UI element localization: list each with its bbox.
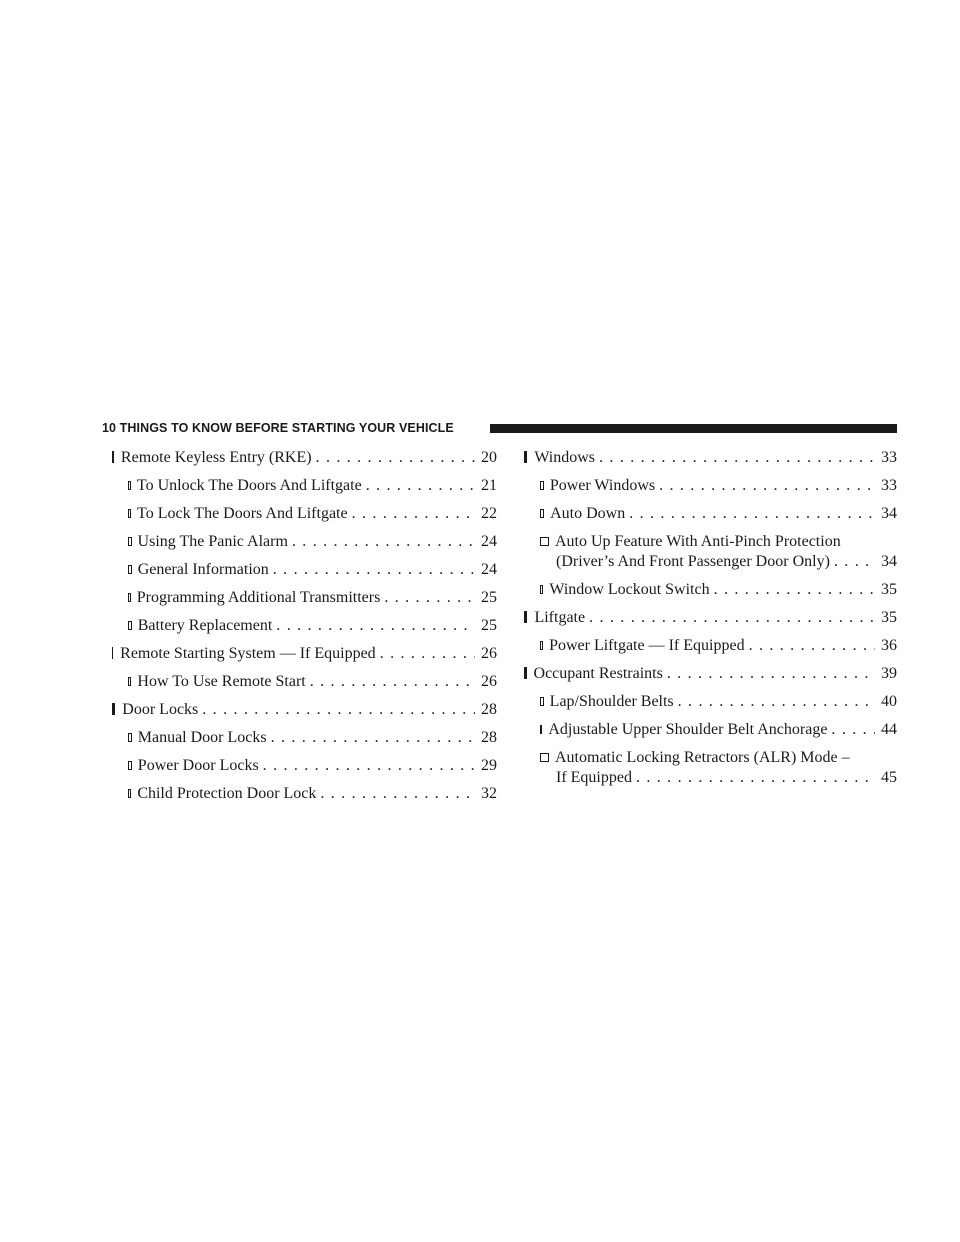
toc-page-number: 35	[881, 581, 897, 598]
toc-entry-label-continued: (Driver’s And Front Passenger Door Only)	[556, 553, 830, 570]
filled-square-bullet-icon	[524, 667, 527, 679]
hollow-square-bullet-icon	[128, 761, 132, 770]
toc-entry-label: Auto Down	[550, 505, 626, 522]
toc-entry-label: Remote Starting System — If Equipped	[120, 645, 376, 662]
toc-subsection-entry[interactable]	[524, 476, 897, 496]
toc-page-number: 28	[481, 729, 497, 746]
toc-leader-dots	[827, 720, 875, 740]
toc-subsection-entry[interactable]	[112, 504, 497, 524]
toc-entry-line	[128, 532, 497, 552]
toc-page-number: 25	[481, 589, 497, 606]
toc-entry-line	[112, 700, 497, 720]
toc-page-number: 26	[481, 645, 497, 662]
toc-entry-line	[128, 728, 497, 748]
toc-entry-label: Window Lockout Switch	[549, 581, 710, 598]
hollow-square-bullet-icon	[540, 509, 544, 518]
toc-leader-dots	[267, 728, 475, 748]
toc-leader-dots	[272, 616, 475, 636]
header-rule-bar	[490, 424, 897, 433]
toc-subsection-entry[interactable]	[112, 728, 497, 748]
toc-subsection-entry[interactable]	[112, 588, 497, 608]
toc-leader-dots	[259, 756, 475, 776]
toc-entry-line	[128, 672, 497, 692]
toc-subsection-entry[interactable]	[112, 672, 497, 692]
filled-square-bullet-icon	[524, 611, 527, 623]
toc-page-number: 21	[481, 477, 497, 494]
toc-subsection-entry[interactable]	[112, 476, 497, 496]
filled-square-bullet-icon	[112, 451, 114, 463]
toc-leader-dots	[312, 448, 475, 468]
toc-subsection-entry[interactable]	[112, 560, 497, 580]
hollow-square-bullet-icon	[128, 789, 131, 798]
toc-section-entry[interactable]	[112, 644, 497, 664]
toc-entry-line	[128, 560, 497, 580]
toc-leader-dots	[362, 476, 475, 496]
toc-entry-label: General Information	[137, 561, 269, 578]
toc-page-number: 33	[881, 449, 897, 466]
toc-leader-dots	[710, 580, 875, 600]
toc-entry-line	[540, 532, 897, 552]
toc-entry-label: Manual Door Locks	[137, 729, 267, 746]
toc-section-entry[interactable]	[524, 608, 897, 628]
toc-entry-line	[540, 692, 897, 712]
toc-entry-line	[128, 784, 497, 804]
toc-leader-dots	[348, 504, 475, 524]
hollow-square-bullet-icon	[540, 537, 549, 546]
hollow-square-bullet-icon	[128, 481, 131, 490]
toc-entry-line	[540, 476, 897, 496]
filled-square-bullet-icon	[524, 451, 527, 463]
toc-page-number: 24	[481, 561, 497, 578]
toc-leader-dots	[316, 784, 475, 804]
toc-entry-line	[540, 504, 897, 524]
toc-page-number: 34	[881, 505, 897, 522]
toc-entry-line	[128, 588, 497, 608]
toc-entry-label: Lap/Shoulder Belts	[549, 693, 674, 710]
toc-page-number: 45	[881, 769, 897, 786]
toc-page-number: 22	[481, 505, 497, 522]
toc-section-entry[interactable]	[524, 448, 897, 468]
toc-entry-label: Remote Keyless Entry (RKE)	[120, 449, 312, 466]
page-header	[102, 420, 897, 442]
toc-leader-dots	[585, 608, 875, 628]
toc-entry-label: Power Windows	[549, 477, 656, 494]
hollow-square-bullet-icon	[128, 733, 132, 742]
toc-leader-dots	[663, 664, 875, 684]
toc-leader-dots	[269, 560, 475, 580]
filled-square-bullet-icon	[112, 703, 115, 715]
hollow-square-bullet-icon	[128, 677, 131, 686]
toc-leader-dots	[306, 672, 475, 692]
toc-right-column	[524, 448, 897, 796]
toc-page-number: 39	[881, 665, 897, 682]
toc-page-number: 25	[481, 617, 497, 634]
toc-entry-label: Power Door Locks	[137, 757, 259, 774]
toc-entry-line	[540, 552, 897, 572]
toc-page-number: 20	[481, 449, 497, 466]
toc-entry-label: Adjustable Upper Shoulder Belt Anchorage	[548, 721, 828, 738]
toc-entry-label: Programming Additional Transmitters	[136, 589, 381, 606]
toc-leader-dots	[745, 636, 875, 656]
toc-leader-dots	[632, 768, 875, 788]
toc-section-entry[interactable]	[112, 700, 497, 720]
toc-entry-line	[112, 644, 497, 664]
hollow-square-bullet-icon	[540, 481, 544, 490]
toc-subsection-entry[interactable]	[524, 636, 897, 656]
toc-subsection-entry[interactable]	[112, 784, 497, 804]
toc-subsection-entry[interactable]	[524, 532, 897, 572]
hollow-square-bullet-icon	[540, 753, 549, 762]
toc-page-number: 40	[881, 693, 897, 710]
toc-left-column	[112, 448, 497, 812]
toc-entry-line	[128, 504, 497, 524]
toc-leader-dots	[380, 588, 475, 608]
hollow-square-bullet-icon	[128, 593, 131, 602]
hollow-square-bullet-icon	[128, 537, 132, 546]
toc-entry-line	[540, 636, 897, 656]
toc-entry-line	[128, 476, 497, 496]
toc-leader-dots	[655, 476, 875, 496]
toc-page-number: 44	[881, 721, 897, 738]
toc-subsection-entry[interactable]	[112, 616, 497, 636]
toc-subsection-entry[interactable]	[524, 692, 897, 712]
hollow-square-bullet-icon	[128, 621, 132, 630]
toc-page-number: 24	[481, 533, 497, 550]
toc-entry-line	[524, 664, 897, 684]
toc-leader-dots	[198, 700, 475, 720]
toc-entry-line	[128, 756, 497, 776]
filled-square-bullet-icon	[112, 647, 113, 659]
toc-page-number: 26	[481, 673, 497, 690]
toc-page-number: 34	[881, 553, 897, 570]
toc-leader-dots	[595, 448, 875, 468]
toc-subsection-entry[interactable]	[524, 504, 897, 524]
toc-leader-dots	[376, 644, 475, 664]
toc-entry-label: Automatic Locking Retractors (ALR) Mode –	[555, 749, 850, 766]
toc-subsection-entry[interactable]	[524, 748, 897, 788]
toc-entry-label: To Unlock The Doors And Liftgate	[136, 477, 362, 494]
toc-page-number: 33	[881, 477, 897, 494]
toc-subsection-entry[interactable]	[524, 720, 897, 740]
toc-page-number: 36	[881, 637, 897, 654]
hollow-square-bullet-icon	[540, 585, 543, 594]
toc-entry-line	[540, 720, 897, 740]
toc-entry-label: Door Locks	[122, 701, 199, 718]
toc-page-number: 29	[481, 757, 497, 774]
toc-page-number: 32	[481, 785, 497, 802]
toc-section-entry[interactable]	[524, 664, 897, 684]
toc-entry-line	[112, 448, 497, 468]
toc-leader-dots	[674, 692, 875, 712]
toc-entry-label-continued: If Equipped	[556, 769, 632, 786]
hollow-square-bullet-icon	[128, 565, 132, 574]
toc-entry-line	[524, 448, 897, 468]
toc-entry-label: Occupant Restraints	[533, 665, 663, 682]
toc-entry-line	[128, 616, 497, 636]
hollow-square-bullet-icon	[540, 725, 542, 734]
toc-leader-dots	[830, 552, 875, 572]
header-title: 10 THINGS TO KNOW BEFORE STARTING YOUR VEHICLE	[102, 421, 454, 435]
toc-entry-label: Liftgate	[534, 609, 586, 626]
toc-entry-label: Auto Up Feature With Anti-Pinch Protection	[555, 533, 841, 550]
hollow-square-bullet-icon	[540, 697, 544, 706]
hollow-square-bullet-icon	[128, 509, 131, 518]
toc-entry-line	[540, 748, 897, 768]
toc-subsection-entry[interactable]	[112, 532, 497, 552]
toc-entry-label: Using The Panic Alarm	[137, 533, 288, 550]
hollow-square-bullet-icon	[540, 641, 543, 650]
toc-subsection-entry[interactable]	[112, 756, 497, 776]
toc-entry-line	[524, 608, 897, 628]
toc-leader-dots	[625, 504, 875, 524]
toc-entry-label: How To Use Remote Start	[137, 673, 306, 690]
toc-entry-line	[540, 580, 897, 600]
toc-entry-label: Child Protection Door Lock	[137, 785, 317, 802]
toc-entry-label: Battery Replacement	[137, 617, 273, 634]
toc-page-number: 35	[881, 609, 897, 626]
toc-entry-label: Power Liftgate — If Equipped	[549, 637, 745, 654]
toc-page-number: 28	[481, 701, 497, 718]
toc-entry-label: To Lock The Doors And Liftgate	[137, 505, 348, 522]
toc-section-entry[interactable]	[112, 448, 497, 468]
toc-subsection-entry[interactable]	[524, 580, 897, 600]
toc-leader-dots	[288, 532, 475, 552]
toc-entry-label: Windows	[534, 449, 596, 466]
toc-entry-line	[540, 768, 897, 788]
